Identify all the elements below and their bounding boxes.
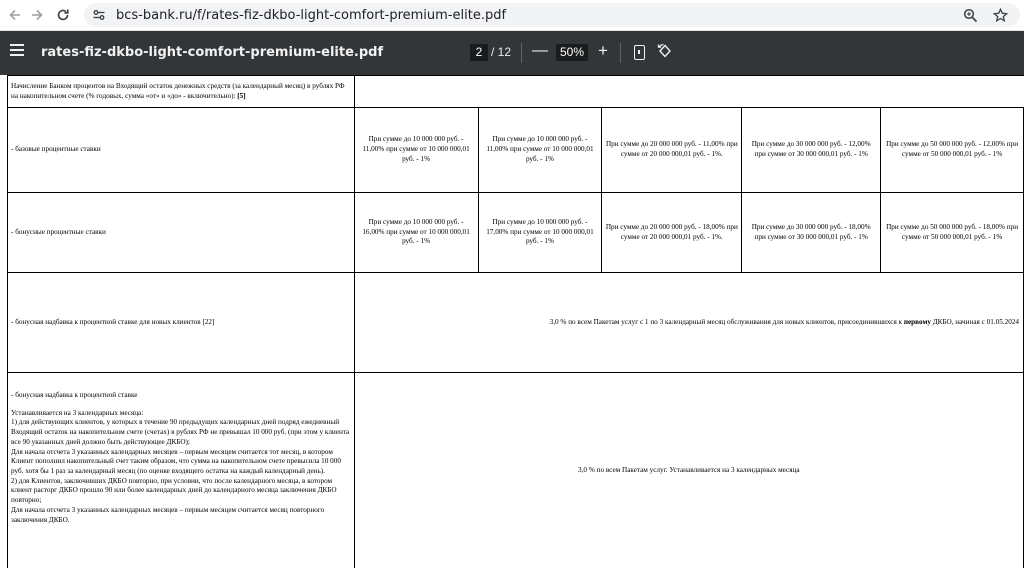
- bonus-surcharge-para: 1) для действующих клиентов, у которых в течение 90 предыдущих календарных дней подряд ежедневный Входящий остаток на накопительном счете (счетах) в рублях РФ не превышал 10 000 руб. (при этом у клиента все 90 указанных дней должно быть действующее ДКБО);: [11, 418, 350, 446]
- bonus-surcharge-para: 2) для Клиентов, заключивших ДКБО повторно, при условии, что после календарного месяца, в котором клиент расторг ДКБО прошло 90 или более календарных дней до календарного месяца заключения ДКБО повторно;: [11, 476, 337, 505]
- zoom-level-input[interactable]: 50%: [556, 44, 588, 61]
- forward-icon[interactable]: [26, 4, 48, 26]
- table-cell: - бонусные процентные ставки: [8, 193, 355, 273]
- address-bar[interactable]: [84, 3, 1020, 27]
- table-cell: 3,0 % по всем Пакетам услуг. Устанавливается на 3 календарных месяца: [354, 373, 1023, 568]
- zoom-in-button[interactable]: +: [598, 41, 608, 60]
- table-cell: [354, 273, 1023, 373]
- table-cell: При сумме до 10 000 000 руб. - 11,00% при сумме от 10 000 000,01 руб. - 1%: [478, 108, 602, 193]
- table-cell: При сумме до 10 000 000 руб. - 17,00% при сумме от 10 000 000,01 руб. - 1%: [478, 193, 602, 273]
- table-cell: При сумме до 50 000 000 руб. - 18,00% при сумме от 50 000 000,01 руб. - 1%: [881, 193, 1024, 273]
- table-row: [8, 193, 1024, 273]
- table-cell: При сумме до 50 000 000 руб. - 12,00% при сумме от 50 000 000,01 руб. - 1%: [881, 108, 1024, 193]
- table-cell: [8, 76, 355, 108]
- table-cell: - бонусная надбавка к процентной ставке для новых клиентов [22]: [8, 273, 355, 373]
- table-row: [8, 273, 1024, 373]
- table-cell: При сумме до 20 000 000 руб. - 11,00% при сумме от 20 000 000,01 руб. - 1%.: [602, 108, 742, 193]
- table-row: [8, 108, 1024, 193]
- fit-page-icon[interactable]: [634, 45, 645, 60]
- menu-icon[interactable]: [10, 44, 24, 58]
- table-cell: При сумме до 10 000 000 руб. - 11,00% при сумме от 10 000 000,01 руб. - 1%: [354, 108, 478, 193]
- table-cell: [8, 373, 355, 568]
- table-cell: - базовые процентные ставки: [8, 108, 355, 193]
- total-pages: / 12: [491, 45, 512, 59]
- url-text[interactable]: bcs-bank.ru/f/rates-fiz-dkbo-light-comfort-premium-elite.pdf: [116, 7, 507, 23]
- toolbar-divider: [620, 43, 621, 63]
- browser-toolbar: [0, 0, 1024, 31]
- header-row-label: Начисление Банком процентов на Входящий остаток денежных средств (за календарный месяц) в рублях РФ на накопительном счете (% годовых, сумма «от» и «до» - включительно):: [11, 81, 345, 100]
- table-cell: [354, 76, 1023, 108]
- table-row: [8, 373, 1024, 568]
- rates-table: [7, 75, 1024, 568]
- reload-icon[interactable]: [52, 4, 74, 26]
- new-clients-text: 3,0 % по всем Пакетам услуг с 1 по 3 календарный месяц обслуживания для новых клиентов, присоединившихся к: [549, 317, 904, 326]
- toolbar-divider: [521, 43, 522, 63]
- pdf-page: [0, 75, 1024, 568]
- header-row-ref: [5]: [237, 91, 246, 100]
- bonus-surcharge-para: Для начала отсчета 3 указанных календарных месяцев – первым месяцем считается месяц повторного заключения ДКБО.: [11, 505, 325, 524]
- table-cell: При сумме до 10 000 000 руб. - 16,00% при сумме от 10 000 000,01 руб. - 1%: [354, 193, 478, 273]
- zoom-icon[interactable]: [960, 5, 980, 25]
- table-cell: При сумме до 30 000 000 руб. - 18,00% при сумме от 30 000 000,01 руб. - 1%: [742, 193, 881, 273]
- new-clients-bold: первому: [903, 317, 931, 326]
- site-info-icon[interactable]: [90, 6, 108, 24]
- bonus-surcharge-para: Для начала отсчета 3 указанных календарных месяцев – первым месяцем считается тот месяц, в котором Клиент пополнил накопительный счет таким образом, что сумма на накопительном счете превысила 10 000 руб. хотя бы 1 раз за календарный месяц (по оценке входящего остатка на каждый календарный день).: [11, 447, 341, 476]
- table-cell: При сумме до 30 000 000 руб. - 12,00% при сумме от 30 000 000,01 руб. - 1%: [742, 108, 881, 193]
- bonus-surcharge-label: - бонусная надбавка к процентной ставке: [11, 391, 138, 399]
- pdf-title: rates-fiz-dkbo-light-comfort-premium-elite.pdf: [41, 45, 384, 60]
- bonus-surcharge-para: Устанавливается на 3 календарных месяца:: [11, 408, 144, 417]
- rotate-icon[interactable]: [657, 43, 673, 59]
- table-row: [8, 76, 1024, 108]
- zoom-out-button[interactable]: —: [532, 42, 548, 59]
- bookmark-star-icon[interactable]: [990, 5, 1010, 25]
- page-number-input[interactable]: 2: [470, 44, 488, 61]
- table-cell: При сумме до 20 000 000 руб. - 18,00% при сумме от 20 000 000,01 руб. - 1%.: [602, 193, 742, 273]
- back-icon[interactable]: [4, 4, 26, 26]
- new-clients-text-end: ДКБО, начиная с 01.05.2024: [930, 317, 1019, 326]
- pdf-toolbar: [0, 31, 1024, 75]
